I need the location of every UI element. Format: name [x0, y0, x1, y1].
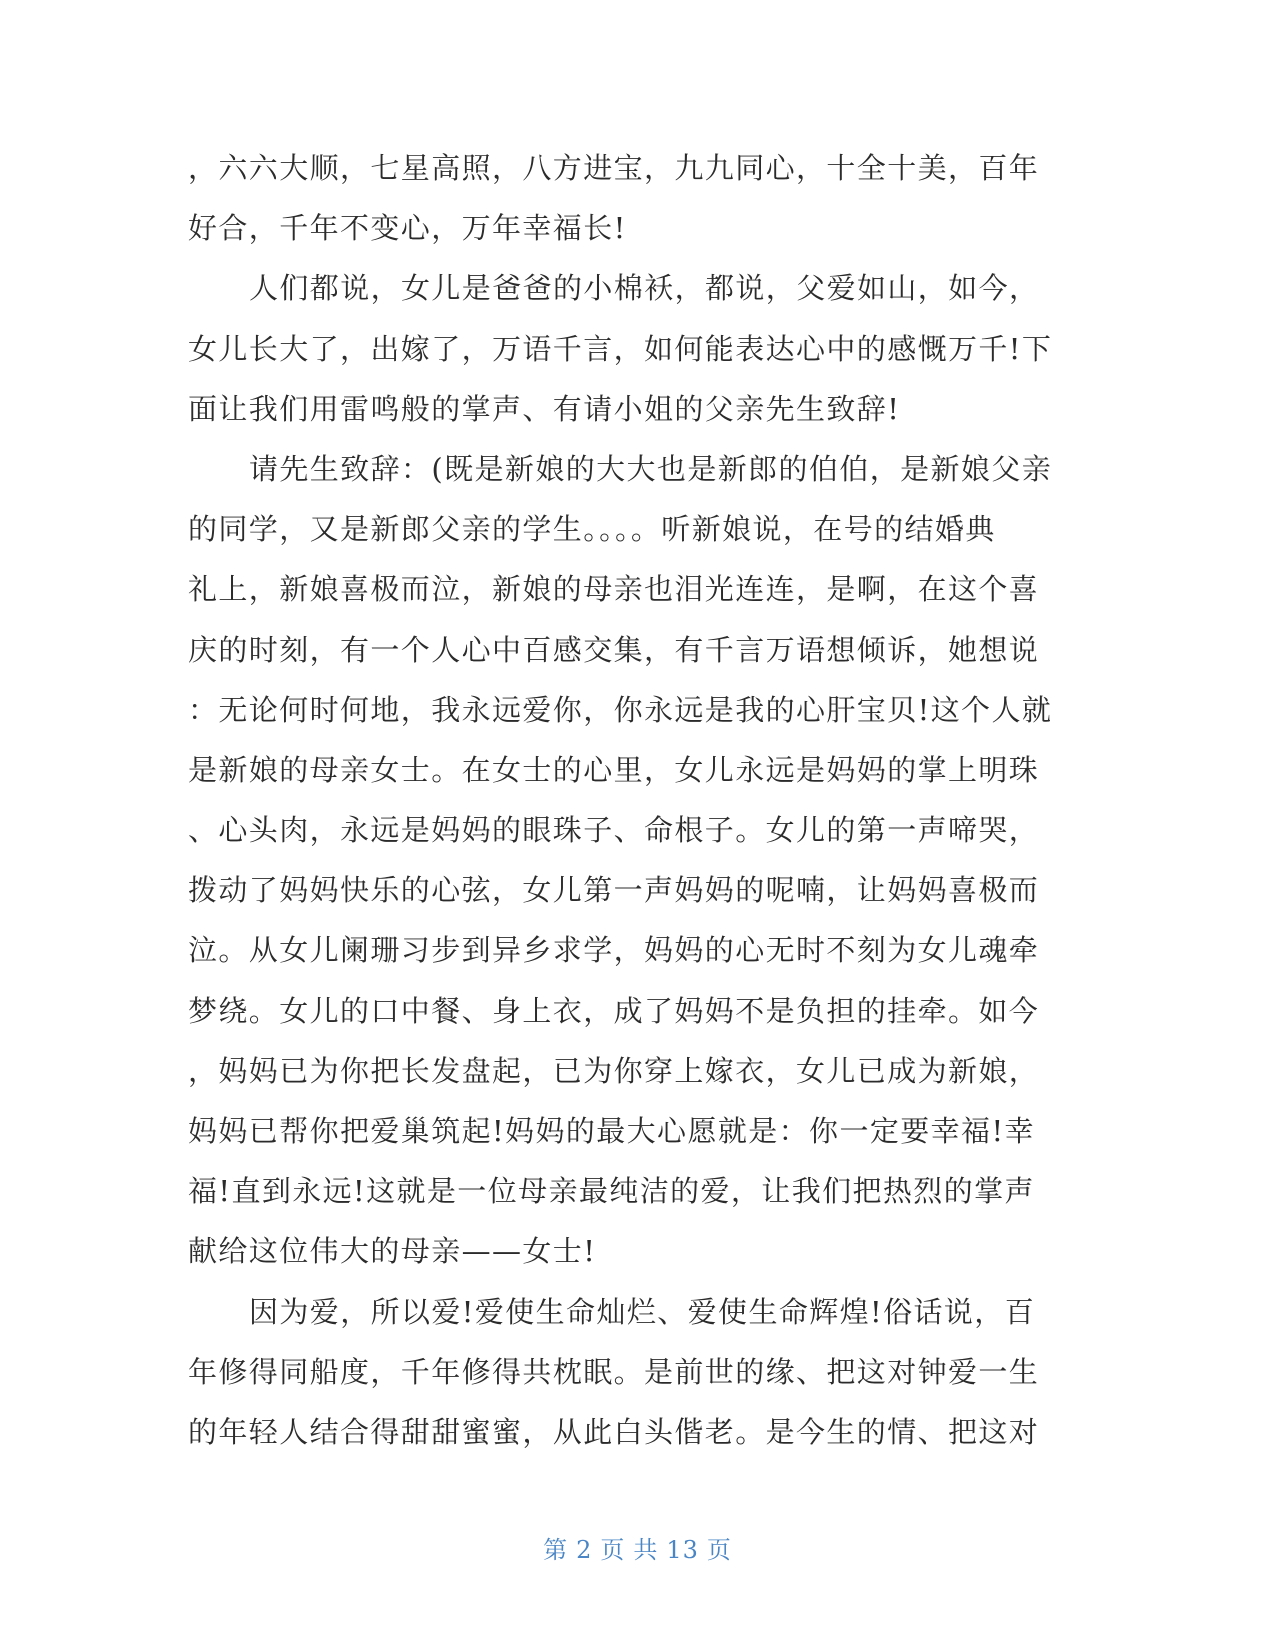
text-line: 妈妈已帮你把爱巢筑起!妈妈的最大心愿就是：你一定要幸福!幸	[188, 1114, 1035, 1148]
text-line: 请先生致辞：(既是新娘的大大也是新郎的伯伯，是新娘父亲	[249, 451, 1053, 486]
footer-current-page: 2	[576, 1536, 593, 1564]
text-line: 人们都说，女儿是爸爸的小棉袄，都说，父爱如山，如今，	[249, 271, 1040, 306]
text-line: 福!直到永远!这就是一位母亲最纯洁的爱，让我们把热烈的掌声	[188, 1174, 1035, 1209]
text-line: ，六六大顺，七星高照，八方进宝，九九同心，十全十美，百年	[188, 151, 1040, 185]
text-line: 献给这位伟大的母亲——女士!	[188, 1234, 597, 1269]
footer-page-word: 页	[600, 1536, 626, 1564]
text-line: 泣。从女儿阑珊习步到异乡求学，妈妈的心无时不刻为女儿魂牵	[188, 933, 1040, 968]
text-line: 年修得同船度，千年修得共枕眠。是前世的缘、把这对钟爱一生	[188, 1354, 1040, 1389]
text-line: 女儿长大了，出嫁了，万语千言，如何能表达心中的感慨万千!下	[188, 331, 1053, 366]
page-footer	[0, 1530, 1275, 1565]
text-line: 梦绕。女儿的口中餐、身上衣，成了妈妈不是负担的挂牵。如今	[188, 993, 1040, 1028]
text-line: 面让我们用雷鸣般的掌声、有请小姐的父亲先生致辞!	[188, 391, 901, 426]
text-line: 是新娘的母亲女士。在女士的心里，女儿永远是妈妈的掌上明珠	[188, 752, 1040, 787]
text-line: 的同学，又是新郎父亲的学生。。。。听新娘说，在号的结婚典	[188, 512, 996, 547]
text-line: 好合，千年不变心，万年幸福长!	[188, 211, 627, 246]
text-line: 、心头肉，永远是妈妈的眼珠子、命根子。女儿的第一声啼哭，	[188, 813, 1040, 848]
text-line: 礼上，新娘喜极而泣，新娘的母亲也泪光连连，是啊，在这个喜	[188, 572, 1040, 607]
text-line: 因为爱，所以爱!爱使生命灿烂、爱使生命辉煌!俗话说，百	[249, 1294, 1036, 1329]
text-line: 拨动了妈妈快乐的心弦，女儿第一声妈妈的呢喃，让妈妈喜极而	[188, 873, 1040, 908]
footer-total-word: 共	[633, 1536, 659, 1564]
text-line: 庆的时刻，有一个人心中百感交集，有千言万语想倾诉，她想说	[188, 632, 1040, 667]
footer-suffix: 页	[706, 1536, 732, 1564]
text-line: ，妈妈已为你把长发盘起，已为你穿上嫁衣，女儿已成为新娘，	[188, 1053, 1040, 1088]
body-text	[188, 138, 1078, 1462]
footer-prefix: 第	[543, 1536, 569, 1564]
text-line: ：无论何时何地，我永远爱你，你永远是我的心肝宝贝!这个人就	[188, 692, 1053, 727]
text-line: 的年轻人结合得甜甜蜜蜜，从此白头偕老。是今生的情、把这对	[188, 1414, 1040, 1449]
footer-total-pages: 13	[666, 1536, 699, 1564]
